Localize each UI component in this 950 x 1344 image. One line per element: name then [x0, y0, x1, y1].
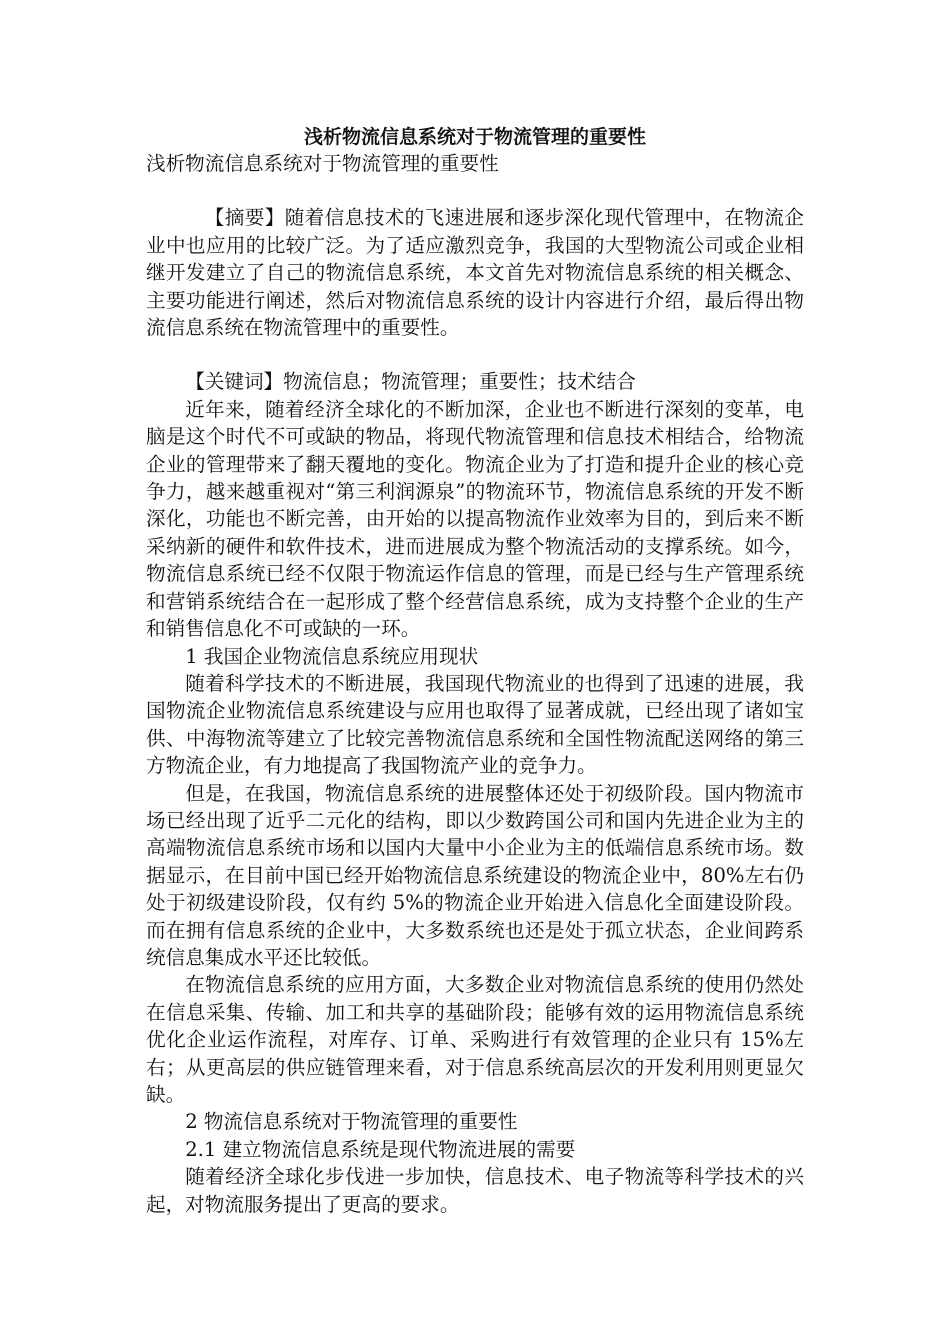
keywords-paragraph: 【关键词】物流信息；物流管理；重要性；技术结合 — [185, 370, 636, 394]
document-subtitle: 浅析物流信息系统对于物流管理的重要性 — [146, 152, 499, 175]
spacer — [146, 177, 804, 204]
document-title: 浅析物流信息系统对于物流管理的重要性 — [303, 126, 646, 148]
section-heading-1: 1 我国企业物流信息系统应用现状 — [185, 644, 479, 668]
section-2-1-paragraph: 随着经济全球化步伐进一步加快，信息技术、电子物流等科学技术的兴起，对物流服务提出了更高的要求。 — [146, 1165, 804, 1216]
section-1-paragraph-2: 但是，在我国，物流信息系统的进展整体还处于初级阶段。国内物流市场已经出现了近乎二元化的结构，即以少数跨国公司和国内先进企业为主的高端物流信息系统市场和以国内大量中小企业为主的低端信息系统市场。数据显示，在目前中国已经开始物流信息系统建设的物流企业中，80%左右仍处于初级建设阶段，仅有约 5%的物流企业开始进入信息化全面建设阶段。而在拥有信息系统的企业中，大多数系统也还是处于孤立状态，企业间跨系统信息集成水平还比较低。 — [146, 781, 804, 969]
abstract-paragraph: 【摘要】随着信息技术的飞速进展和逐步深化现代管理中，在物流企业中也应用的比较广泛。为了适应激烈竞争，我国的大型物流公司或企业相继开发建立了自己的物流信息系统，本文首先对物流信息系统的相关概念、主要功能进行阐述，然后对物流信息系统的设计内容进行介绍，最后得出物流信息系统在物流管理中的重要性。 — [146, 206, 804, 340]
section-1-paragraph-3: 在物流信息系统的应用方面，大多数企业对物流信息系统的使用仍然处在信息采集、传输、加工和共享的基础阶段；能够有效的运用物流信息系统优化企业运作流程，对库存、订单、采购进行有效管理的企业只有 15%左右；从更高层的供应链管理来看，对于信息系统高层次的开发利用则更显欠缺。 — [146, 973, 804, 1106]
document-body — [146, 150, 804, 1218]
section-heading-2: 2 物流信息系统对于物流管理的重要性 — [185, 1110, 518, 1134]
subsection-heading-2-1: 2.1 建立物流信息系统是现代物流进展的需要 — [185, 1137, 576, 1161]
section-1-paragraph-1: 随着科学技术的不断进展，我国现代物流业的也得到了迅速的进展，我国物流企业物流信息系统建设与应用也取得了显著成就，已经出现了诸如宝供、中海物流等建立了比较完善物流信息系统和全国性物流配送网络的第三方物流企业，有力地提高了我国物流产业的竞争力。 — [146, 671, 804, 778]
spacer — [146, 341, 804, 368]
intro-paragraph: 近年来，随着经济全球化的不断加深，企业也不断进行深刻的变革，电脑是这个时代不可或缺的物品，将现代物流管理和信息技术相结合，给物流企业的管理带来了翻天覆地的变化。物流企业为了打造和提升企业的核心竞争力，越来越重视对“第三利润源泉”的物流环节，物流信息系统的开发不断深化，功能也不断完善，由开始的以提高物流作业效率为目的，到后来不断采纳新的硬件和软件技术，进而进展成为整个物流活动的支撑系统。如今，物流信息系统已经不仅限于物流运作信息的管理，而是已经与生产管理系统和营销系统结合在一起形成了整个经营信息系统，成为支持整个企业的生产和销售信息化不可或缺的一环。 — [146, 397, 804, 641]
